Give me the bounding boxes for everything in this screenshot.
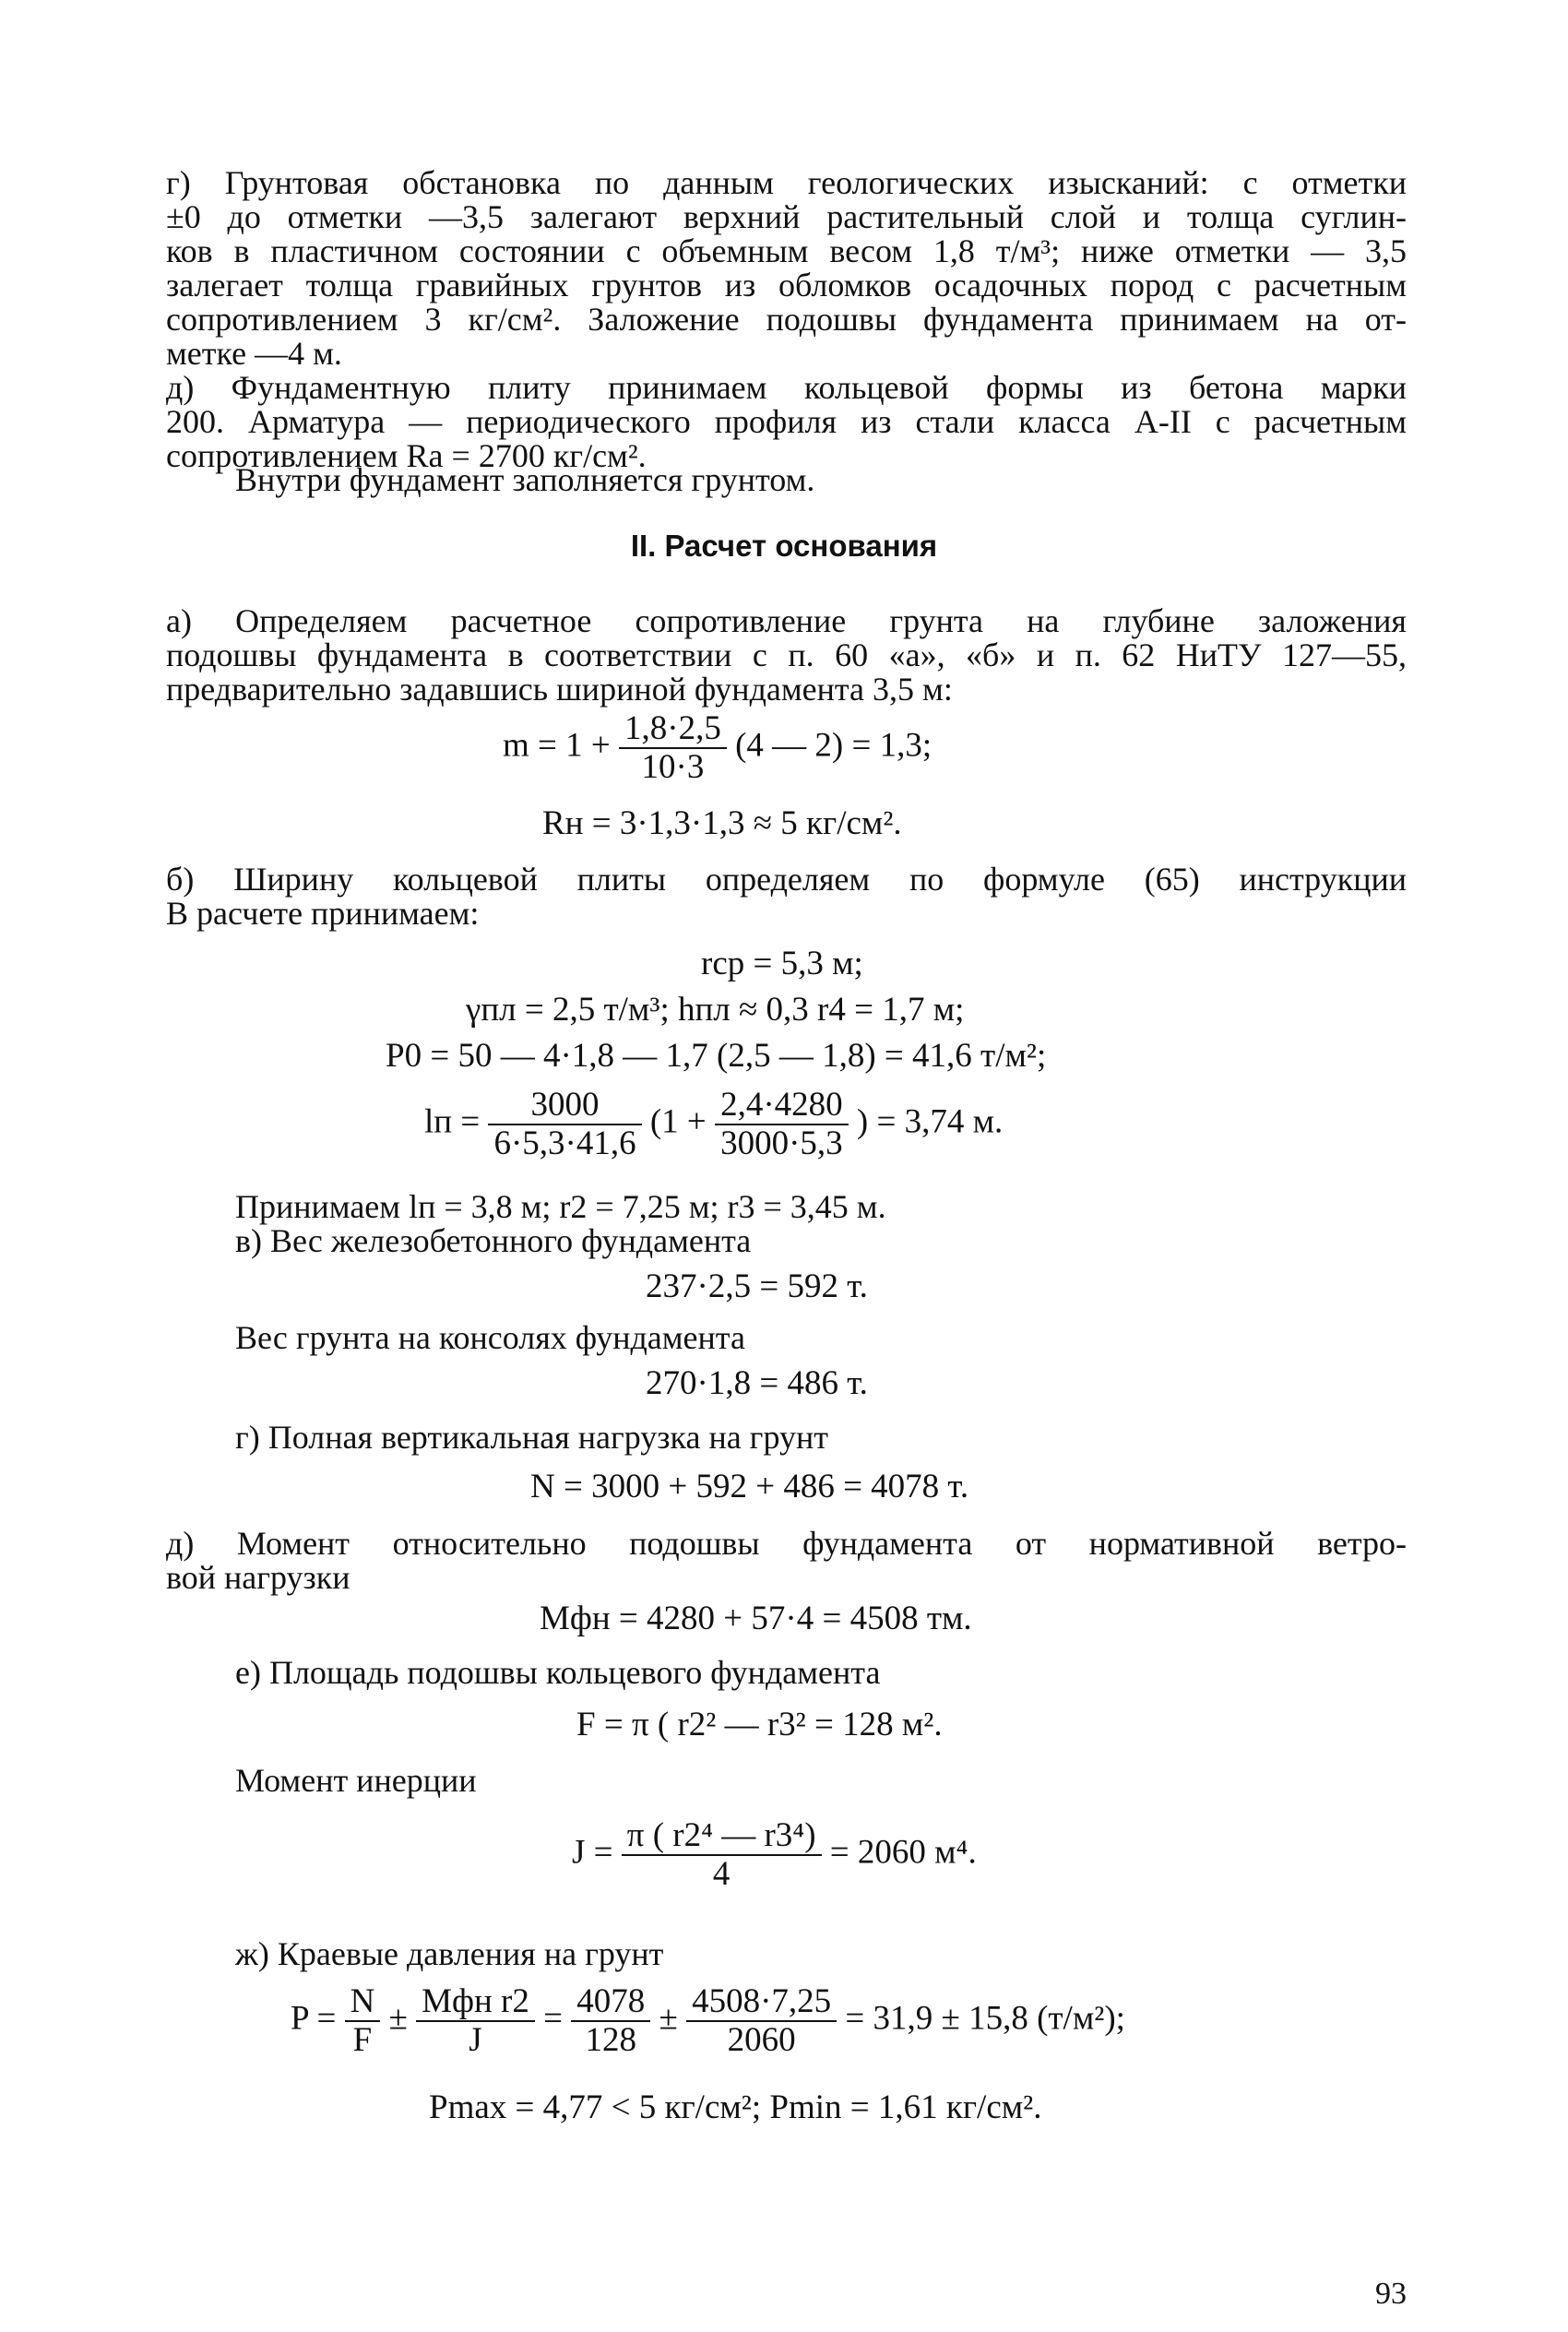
text-line: залегает толща гравийных грунтов из обломков осадочных пород с расчетным	[166, 267, 1407, 303]
plus-minus: ±	[659, 1999, 678, 2038]
denominator: 2060	[727, 2021, 796, 2059]
denominator: 4	[712, 1855, 731, 1893]
text-line: д) Момент относительно подошвы фундамента от нормативной ветро-	[166, 1525, 1407, 1562]
paragraph-edge-pressure: ж) Краевые давления на грунт	[235, 1935, 664, 1972]
fraction	[715, 1087, 849, 1162]
denominator: 10·3	[641, 748, 705, 786]
fraction	[622, 1817, 822, 1893]
paragraph-slab-width	[166, 863, 1407, 931]
plus-minus: ±	[388, 1999, 408, 2038]
fraction	[619, 710, 727, 786]
formula-soil-weight: 270·1,8 = 486 т.	[646, 1364, 868, 1402]
text-line: сопротивлением Rа = 2700 кг/см².	[166, 437, 647, 474]
text-line: б) Ширину кольцевой плиты определяем по формуле (65) инструкции	[166, 861, 1407, 898]
formula-rn: Rн = 3·1,3·1,3 ≈ 5 кг/см².	[542, 804, 902, 842]
paragraph-total-load: г) Полная вертикальная нагрузка на грунт	[235, 1419, 828, 1456]
fraction	[416, 1983, 535, 2059]
paragraph-inside-fill: Внутри фундамент заполняется грунтом.	[235, 461, 815, 498]
denominator: 128	[585, 2021, 636, 2059]
numerator: 3000	[488, 1087, 641, 1125]
formula-inertia	[572, 1817, 977, 1893]
soil-weight-label: Вес грунта на консолях фундамента	[235, 1319, 745, 1356]
numerator: 4508·7,25	[686, 1983, 837, 2022]
formula-lhs: m = 1 +	[503, 726, 611, 765]
text-line: ков в пластичном состоянии с объемным весом 1,8 т/м³; ниже отметки — 3,5	[166, 232, 1407, 269]
denominator: 3000·5,3	[720, 1124, 843, 1162]
text-line: а) Определяем расчетное сопротивление грунта на глубине заложения	[166, 602, 1407, 639]
text-line: предварительно задавшись шириной фундамента 3,5 м:	[166, 671, 953, 708]
denominator: 6·5,3·41,6	[493, 1124, 636, 1162]
text-line: ±0 до отметки —3,5 залегают верхний растительный слой и толща суглин-	[166, 198, 1407, 235]
equals: =	[543, 1999, 563, 2038]
inertia-label: Момент инерции	[235, 1762, 477, 1799]
formula-bracket-open: (1 +	[649, 1102, 707, 1141]
text-line: В расчете принимаем:	[166, 895, 480, 932]
formula-rhs: (4 — 2) = 1,3;	[735, 726, 932, 765]
text-line: подошвы фундамента в соответствии с п. 60 «а», «б» и п. 62 НиТУ 127—55,	[166, 637, 1407, 673]
formula-concrete-weight: 237·2,5 = 592 т.	[646, 1267, 868, 1305]
paragraph-foundation-slab	[166, 371, 1407, 473]
page-number: 93	[1375, 2277, 1407, 2311]
formula-area: F = π ( r2² — r3² = 128 м².	[576, 1706, 943, 1743]
text-line: 200. Арматура — периодического профиля из стали класса А-II с расчетным	[166, 403, 1407, 440]
formula-rhs: = 31,9 ± 15,8 (т/м²);	[845, 1999, 1125, 2038]
formula-m	[503, 710, 932, 786]
numerator: 1,8·2,5	[619, 710, 727, 749]
paragraph-area: е) Площадь подошвы кольцевого фундамента	[235, 1654, 881, 1691]
text-line: г) Грунтовая обстановка по данным геологических изысканий: с отметки	[166, 164, 1407, 201]
formula-ln	[424, 1087, 1003, 1162]
numerator: π ( r2⁴ — r3⁴)	[622, 1817, 822, 1856]
formula-rhs: = 2060 м⁴.	[829, 1833, 977, 1872]
text-line: метке —4 м.	[166, 335, 342, 372]
denominator: F	[352, 2021, 373, 2059]
numerator: 4078	[571, 1983, 650, 2022]
paragraph-concrete-weight: в) Вес железобетонного фундамента	[235, 1222, 752, 1259]
paragraph-base-resistance	[166, 604, 1407, 707]
formula-bracket-close: ) = 3,74 м.	[856, 1102, 1004, 1141]
section-heading: II. Расчет основания	[630, 529, 938, 563]
formula-lhs: lп =	[424, 1102, 481, 1141]
fraction	[345, 1983, 381, 2059]
accepted-values: Принимаем lп = 3,8 м; r2 = 7,25 м; r3 = 3,45 м.	[235, 1188, 886, 1225]
formula-wind-moment: Mфн = 4280 + 57·4 = 4508 тм.	[540, 1600, 972, 1637]
numerator: 2,4·4280	[715, 1087, 849, 1125]
formula-total-load: N = 3000 + 592 + 486 = 4078 т.	[530, 1468, 969, 1505]
numerator: N	[345, 1983, 381, 2022]
paragraph-ground-conditions	[166, 166, 1407, 371]
denominator: J	[469, 2021, 482, 2059]
formula-rcp: rср = 5,3 м;	[701, 945, 863, 982]
formula-pmax-pmin: Pmax = 4,77 < 5 кг/см²; Pmin = 1,61 кг/см².	[429, 2088, 1042, 2126]
numerator: Mфн r2	[416, 1983, 535, 2022]
text-line: сопротивлением 3 кг/см². Заложение подошвы фундамента принимаем на от-	[166, 301, 1407, 338]
formula-gamma: γпл = 2,5 т/м³; hпл ≈ 0,3 r4 = 1,7 м;	[466, 991, 965, 1029]
fraction	[571, 1983, 650, 2059]
formula-lhs: J =	[572, 1833, 613, 1872]
formula-p0: P0 = 50 — 4·1,8 — 1,7 (2,5 — 1,8) = 41,6 т/м²;	[386, 1037, 1047, 1075]
fraction	[488, 1087, 641, 1162]
formula-pressure	[291, 1983, 1125, 2059]
text-line: д) Фундаментную плиту принимаем кольцевой формы из бетона марки	[166, 369, 1407, 406]
text-line: вой нагрузки	[166, 1559, 350, 1596]
fraction	[686, 1983, 837, 2059]
paragraph-wind-moment	[166, 1527, 1407, 1595]
formula-lhs: P =	[291, 1999, 337, 2038]
